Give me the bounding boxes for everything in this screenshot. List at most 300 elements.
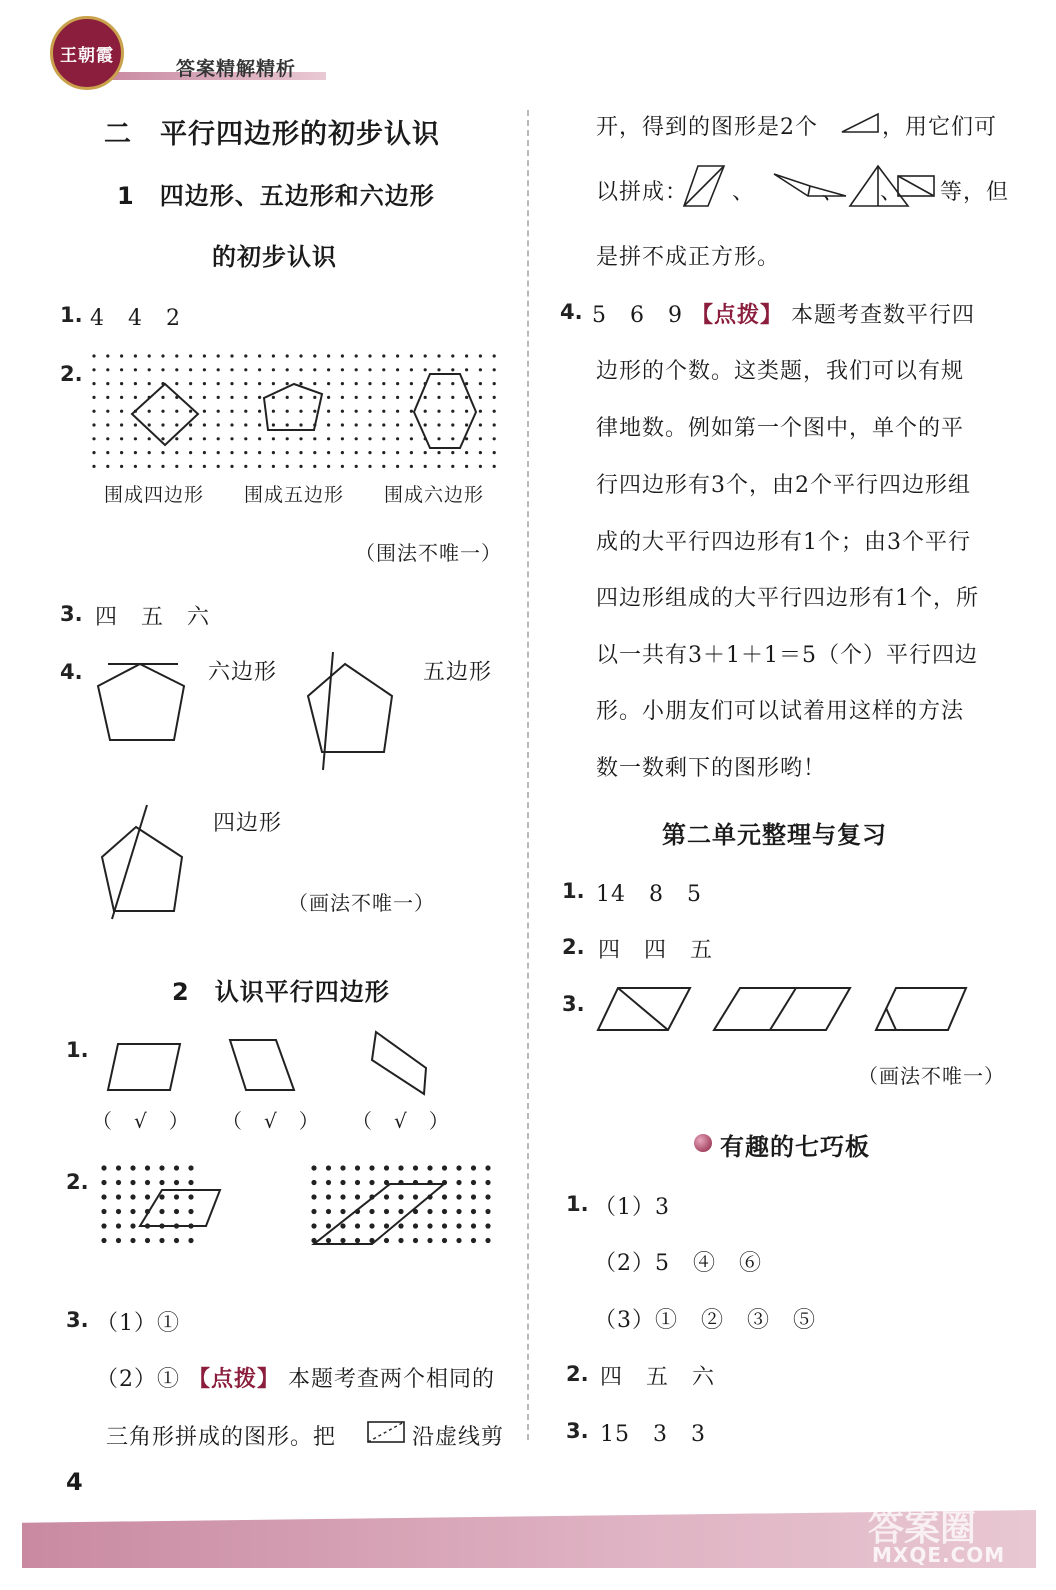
grid-dot — [327, 354, 330, 357]
grid-dot — [451, 423, 454, 426]
grid-dot — [456, 1223, 461, 1228]
s2q1-mark-3: （ √ ） — [352, 1109, 450, 1133]
grid-dot — [244, 437, 247, 440]
logo-text: 王朝霞 — [60, 46, 114, 66]
grid-dot — [437, 354, 440, 357]
grid-dot — [311, 1165, 316, 1170]
grid-dot — [471, 1223, 476, 1228]
grid-dot — [493, 410, 496, 413]
q2-caption-1: 围成四边形 — [104, 484, 205, 506]
grid-dot — [244, 451, 247, 454]
s2q1-mark-1: （ √ ） — [92, 1109, 190, 1133]
grid-dot — [355, 1180, 360, 1185]
grid-dot — [189, 382, 192, 385]
grid-dot — [355, 354, 358, 357]
q1-answer: 4 4 2 — [90, 306, 181, 331]
grid-dot — [148, 382, 151, 385]
grid-dot — [340, 1194, 345, 1199]
grid-dot — [244, 423, 247, 426]
grid-dot — [341, 368, 344, 371]
grid-dot — [189, 465, 192, 468]
grid-dot — [203, 368, 206, 371]
grid-dot — [479, 410, 482, 413]
grid-dot — [355, 410, 358, 413]
r-q4-line-2: 律地数。例如第一个图中，单个的平 — [596, 416, 965, 441]
parallelogram-figures — [100, 1028, 440, 1098]
grid-dot — [327, 368, 330, 371]
grid-dot — [368, 354, 371, 357]
watermark-url: MXQE.COM — [872, 1543, 1006, 1567]
grid-dot — [217, 423, 220, 426]
grid-dot — [340, 1180, 345, 1185]
grid-dot — [120, 354, 123, 357]
grid-dot — [355, 382, 358, 385]
grid-dot — [116, 1194, 121, 1199]
grid-dot — [327, 451, 330, 454]
grid-dot — [396, 451, 399, 454]
drawn-large-parallelogram — [314, 1184, 444, 1244]
grid-dot — [258, 437, 261, 440]
grid-dot — [485, 1194, 490, 1199]
grid-dot — [465, 410, 468, 413]
grid-dot — [427, 1209, 432, 1214]
grid-dot — [493, 437, 496, 440]
watermark-text: 答案圈 — [868, 1508, 977, 1549]
grid-dot — [355, 1223, 360, 1228]
grid-dot — [120, 382, 123, 385]
grid-dot — [244, 465, 247, 468]
grid-dot — [396, 465, 399, 468]
grid-dot — [313, 451, 316, 454]
grid-dot — [424, 396, 427, 399]
grid-dot — [471, 1238, 476, 1243]
grid-dot — [272, 437, 275, 440]
grid-dot — [92, 382, 95, 385]
grid-dot — [244, 382, 247, 385]
grid-dot — [369, 1223, 374, 1228]
grid-dot — [189, 396, 192, 399]
r3-note: （画法不唯一） — [858, 1064, 1005, 1088]
grid-dot — [161, 423, 164, 426]
grid-dot — [174, 1165, 179, 1170]
r-q4-first-rest: 本题考查数平行四 — [791, 303, 976, 328]
s2q3-number: 3. — [66, 1308, 89, 1332]
grid-dot — [340, 1238, 345, 1243]
grid-dot — [188, 1180, 193, 1185]
grid-dot — [410, 451, 413, 454]
grid-dot — [175, 437, 178, 440]
grid-dot — [299, 382, 302, 385]
r-q4-answer: 5 6 9 — [592, 303, 683, 328]
header-title: 答案精解精析 — [176, 58, 297, 80]
grid-dot — [116, 1209, 121, 1214]
grid-dot — [134, 368, 137, 371]
grid-dot — [92, 423, 95, 426]
grid-dot — [384, 1209, 389, 1214]
grid-dot — [188, 1209, 193, 1214]
grid-dot — [92, 410, 95, 413]
grid-dot — [230, 410, 233, 413]
grid-dot — [299, 423, 302, 426]
grid-dot — [120, 465, 123, 468]
grid-dot — [313, 465, 316, 468]
grid-dot — [148, 354, 151, 357]
grid-dot — [437, 423, 440, 426]
grid-dot — [465, 465, 468, 468]
grid-dot — [230, 465, 233, 468]
grid-dot — [327, 410, 330, 413]
r1-number: 1. — [562, 879, 585, 903]
grid-dot — [451, 396, 454, 399]
grid-dot — [313, 410, 316, 413]
grid-dot — [161, 465, 164, 468]
grid-dot — [410, 368, 413, 371]
grid-dot — [120, 423, 123, 426]
grid-dot — [413, 1223, 418, 1228]
grid-dot — [465, 368, 468, 371]
r-cont-line3: 是拼不成正方形。 — [596, 245, 781, 270]
grid-dot — [106, 465, 109, 468]
grid-dot — [424, 410, 427, 413]
grid-dot — [493, 368, 496, 371]
grid-dot — [92, 368, 95, 371]
s2q3-line1: （1）① — [96, 1311, 180, 1336]
t2-answer: 四 五 六 — [600, 1365, 716, 1390]
grid-dot — [134, 354, 137, 357]
grid-dot — [479, 368, 482, 371]
grid-dot — [485, 1180, 490, 1185]
q2-caption-2: 围成五边形 — [244, 484, 345, 506]
grid-dot — [396, 368, 399, 371]
grid-dot — [456, 1209, 461, 1214]
grid-dot — [244, 410, 247, 413]
grid-dot — [134, 465, 137, 468]
grid-dot — [485, 1165, 490, 1170]
grid-dot — [396, 396, 399, 399]
grid-dot — [101, 1180, 106, 1185]
grid-dot — [134, 382, 137, 385]
grid-dot — [382, 465, 385, 468]
r-q4-line-3: 行四边形有3个，由2个平行四边形组 — [596, 473, 971, 498]
grid-dot — [130, 1180, 135, 1185]
grid-dot — [286, 368, 289, 371]
grid-dot — [313, 437, 316, 440]
grid-dot — [299, 465, 302, 468]
drawn-small-parallelogram — [140, 1190, 220, 1226]
grid-dot — [120, 451, 123, 454]
grid-dot — [92, 437, 95, 440]
grid-dot — [479, 451, 482, 454]
grid-dot — [398, 1223, 403, 1228]
grid-dot — [258, 396, 261, 399]
grid-dot — [258, 382, 261, 385]
s2q3-line3-b: 沿虚线剪 — [412, 1425, 505, 1450]
grid-dot — [92, 396, 95, 399]
grid-dot — [442, 1238, 447, 1243]
grid-dot — [485, 1238, 490, 1243]
grid-dot — [398, 1194, 403, 1199]
grid-dot — [396, 354, 399, 357]
grid-dot — [148, 368, 151, 371]
grid-dot — [272, 465, 275, 468]
s2q2-number: 2. — [66, 1170, 89, 1194]
grid-dot — [327, 423, 330, 426]
grid-dot — [130, 1194, 135, 1199]
grid-dot — [368, 423, 371, 426]
grid-dot — [230, 451, 233, 454]
grid-dot — [203, 354, 206, 357]
grid-dot — [130, 1165, 135, 1170]
grid-dot — [456, 1165, 461, 1170]
grid-dot — [442, 1223, 447, 1228]
r-cont-line2-sep-3: 、 — [880, 180, 904, 205]
grid-dot — [188, 1194, 193, 1199]
grid-dot — [106, 410, 109, 413]
grid-dot — [326, 1238, 331, 1243]
grid-dot — [299, 451, 302, 454]
grid-dot — [382, 396, 385, 399]
grid-dot — [159, 1209, 164, 1214]
grid-dot — [451, 437, 454, 440]
r-q4-tip-label: 【点拨】 — [691, 302, 784, 328]
q4-label-quadrilateral: 四边形 — [213, 811, 283, 836]
grid-dot — [258, 368, 261, 371]
grid-dot — [258, 354, 261, 357]
q4-note: （画法不唯一） — [288, 891, 435, 915]
grid-dot — [456, 1180, 461, 1185]
tangram-title: 有趣的七巧板 — [720, 1133, 870, 1161]
t3-number: 3. — [566, 1419, 589, 1443]
grid-dot — [413, 1238, 418, 1243]
grid-dot — [134, 451, 137, 454]
grid-dot — [410, 354, 413, 357]
logo-badge — [50, 16, 124, 90]
grid-dot — [120, 437, 123, 440]
grid-dot — [175, 368, 178, 371]
section1-title-line1: 1 四边形、五边形和六边形 — [117, 182, 435, 210]
grid-dot — [369, 1165, 374, 1170]
grid-dot — [410, 396, 413, 399]
grid-dot — [442, 1194, 447, 1199]
grid-dot — [244, 368, 247, 371]
grid-dot — [355, 423, 358, 426]
review-parallelograms — [596, 984, 976, 1036]
t1-line-2: （2）5 ④ ⑥ — [594, 1251, 762, 1276]
q3-number: 3. — [60, 602, 83, 626]
grid-dot — [451, 465, 454, 468]
r3-number: 3. — [562, 992, 585, 1016]
grid-dot — [286, 451, 289, 454]
chapter-title: 二 平行四边形的初步认识 — [104, 119, 440, 150]
grid-dot — [479, 465, 482, 468]
grid-dot — [471, 1209, 476, 1214]
grid-dot — [410, 410, 413, 413]
grid-dot — [382, 437, 385, 440]
grid-dot — [368, 410, 371, 413]
grid-dot — [311, 1194, 316, 1199]
q4-label-hexagon: 六边形 — [208, 660, 278, 685]
r2-answer: 四 四 五 — [598, 938, 714, 963]
r-q4-line-7: 形。小朋友们可以试着用这样的方法 — [596, 699, 965, 724]
grid-dot — [161, 396, 164, 399]
grid-dot — [175, 465, 178, 468]
grid-dot — [424, 368, 427, 371]
grid-dot — [327, 437, 330, 440]
grid-dot — [384, 1194, 389, 1199]
grid-dot — [355, 451, 358, 454]
grid-dot — [413, 1165, 418, 1170]
r-cont-line1-a: 开，得到的图形是2个 — [596, 115, 818, 140]
grid-dot — [258, 423, 261, 426]
grid-dot — [424, 354, 427, 357]
grid-dot — [203, 410, 206, 413]
grid-dot — [116, 1180, 121, 1185]
grid-dot — [161, 451, 164, 454]
grid-dot — [299, 396, 302, 399]
grid-dot — [130, 1209, 135, 1214]
grid-dot — [272, 423, 275, 426]
grid-dot — [161, 368, 164, 371]
grid-dot — [175, 451, 178, 454]
grid-dot — [355, 396, 358, 399]
grid-dot — [92, 354, 95, 357]
grid-dot — [311, 1209, 316, 1214]
column-divider — [527, 110, 529, 1440]
grid-dot — [340, 1165, 345, 1170]
grid-dot — [493, 423, 496, 426]
grid-dot — [134, 423, 137, 426]
grid-dot — [286, 396, 289, 399]
grid-dot — [272, 451, 275, 454]
grid-dot — [217, 465, 220, 468]
grid-dot — [286, 437, 289, 440]
grid-dot — [299, 437, 302, 440]
grid-dot — [203, 465, 206, 468]
grid-dot — [437, 465, 440, 468]
grid-dot — [272, 396, 275, 399]
grid-dot — [451, 354, 454, 357]
grid-dot — [244, 396, 247, 399]
grid-dot — [174, 1180, 179, 1185]
q4-label-pentagon: 五边形 — [423, 660, 493, 685]
grid-dot — [424, 423, 427, 426]
s2q3-tip-label: 【点拨】 — [188, 1366, 281, 1392]
grid-dot — [369, 1209, 374, 1214]
grid-dot — [145, 1180, 150, 1185]
grid-dot — [451, 410, 454, 413]
grid-dot — [230, 396, 233, 399]
grid-dot — [189, 354, 192, 357]
r-q4-number: 4. — [560, 300, 583, 324]
grid-dot — [286, 423, 289, 426]
grid-dot — [382, 354, 385, 357]
section1-title-line2: 的初步认识 — [212, 243, 337, 271]
grid-dot — [396, 423, 399, 426]
grid-dot — [368, 465, 371, 468]
grid-dot — [465, 396, 468, 399]
s2q1-number: 1. — [66, 1038, 89, 1062]
grid-dot — [368, 368, 371, 371]
grid-dot — [410, 437, 413, 440]
grid-dot — [161, 410, 164, 413]
grid-dot — [442, 1209, 447, 1214]
grid-dot — [145, 1165, 150, 1170]
grid-dot — [217, 368, 220, 371]
dot-grid-parallelograms — [100, 1162, 490, 1272]
grid-dot — [148, 451, 151, 454]
grid-dot — [159, 1180, 164, 1185]
grid-dot — [174, 1238, 179, 1243]
grid-dot — [465, 423, 468, 426]
t2-number: 2. — [566, 1362, 589, 1386]
grid-dot — [396, 437, 399, 440]
r-cont-line1-b: ，用它们可 — [882, 115, 998, 140]
grid-dot — [465, 451, 468, 454]
grid-dot — [175, 382, 178, 385]
grid-dot — [101, 1223, 106, 1228]
grid-dot — [410, 382, 413, 385]
grid-dot — [465, 354, 468, 357]
grid-dot — [384, 1238, 389, 1243]
grid-dot — [101, 1209, 106, 1214]
grid-dot — [244, 354, 247, 357]
grid-dot — [116, 1238, 121, 1243]
s2q3-line2-rest: 本题考查两个相同的 — [288, 1367, 496, 1392]
grid-dot — [368, 396, 371, 399]
right-triangle-icon — [840, 112, 882, 136]
grid-dot — [106, 437, 109, 440]
grid-dot — [369, 1180, 374, 1185]
grid-dot — [189, 437, 192, 440]
grid-dot — [272, 410, 275, 413]
grid-dot — [341, 437, 344, 440]
grid-dot — [382, 368, 385, 371]
grid-dot — [159, 1238, 164, 1243]
grid-dot — [161, 437, 164, 440]
grid-dot — [148, 437, 151, 440]
r-cont-line2-sep-2: 、 — [822, 180, 846, 205]
grid-dot — [326, 1223, 331, 1228]
grid-dot — [161, 354, 164, 357]
grid-dot — [174, 1209, 179, 1214]
grid-dot — [427, 1238, 432, 1243]
grid-dot — [485, 1209, 490, 1214]
grid-dot — [116, 1165, 121, 1170]
grid-dot — [106, 423, 109, 426]
grid-dot — [355, 437, 358, 440]
t1-number: 1. — [566, 1192, 589, 1216]
grid-dot — [175, 423, 178, 426]
grid-dot — [313, 382, 316, 385]
grid-dot — [437, 368, 440, 371]
grid-dot — [493, 465, 496, 468]
grid-dot — [189, 368, 192, 371]
grid-dot — [384, 1165, 389, 1170]
grid-dot — [92, 465, 95, 468]
grid-dot — [355, 1238, 360, 1243]
grid-dot — [106, 396, 109, 399]
grid-dot — [230, 437, 233, 440]
grid-dot — [286, 410, 289, 413]
grid-dot — [120, 410, 123, 413]
grid-dot — [145, 1194, 150, 1199]
grid-dot — [493, 396, 496, 399]
grid-dot — [326, 1194, 331, 1199]
q2-caption-3: 围成六边形 — [384, 484, 485, 506]
grid-dot — [148, 410, 151, 413]
grid-dot — [341, 410, 344, 413]
pentagon-cut-hexagon — [90, 650, 200, 750]
